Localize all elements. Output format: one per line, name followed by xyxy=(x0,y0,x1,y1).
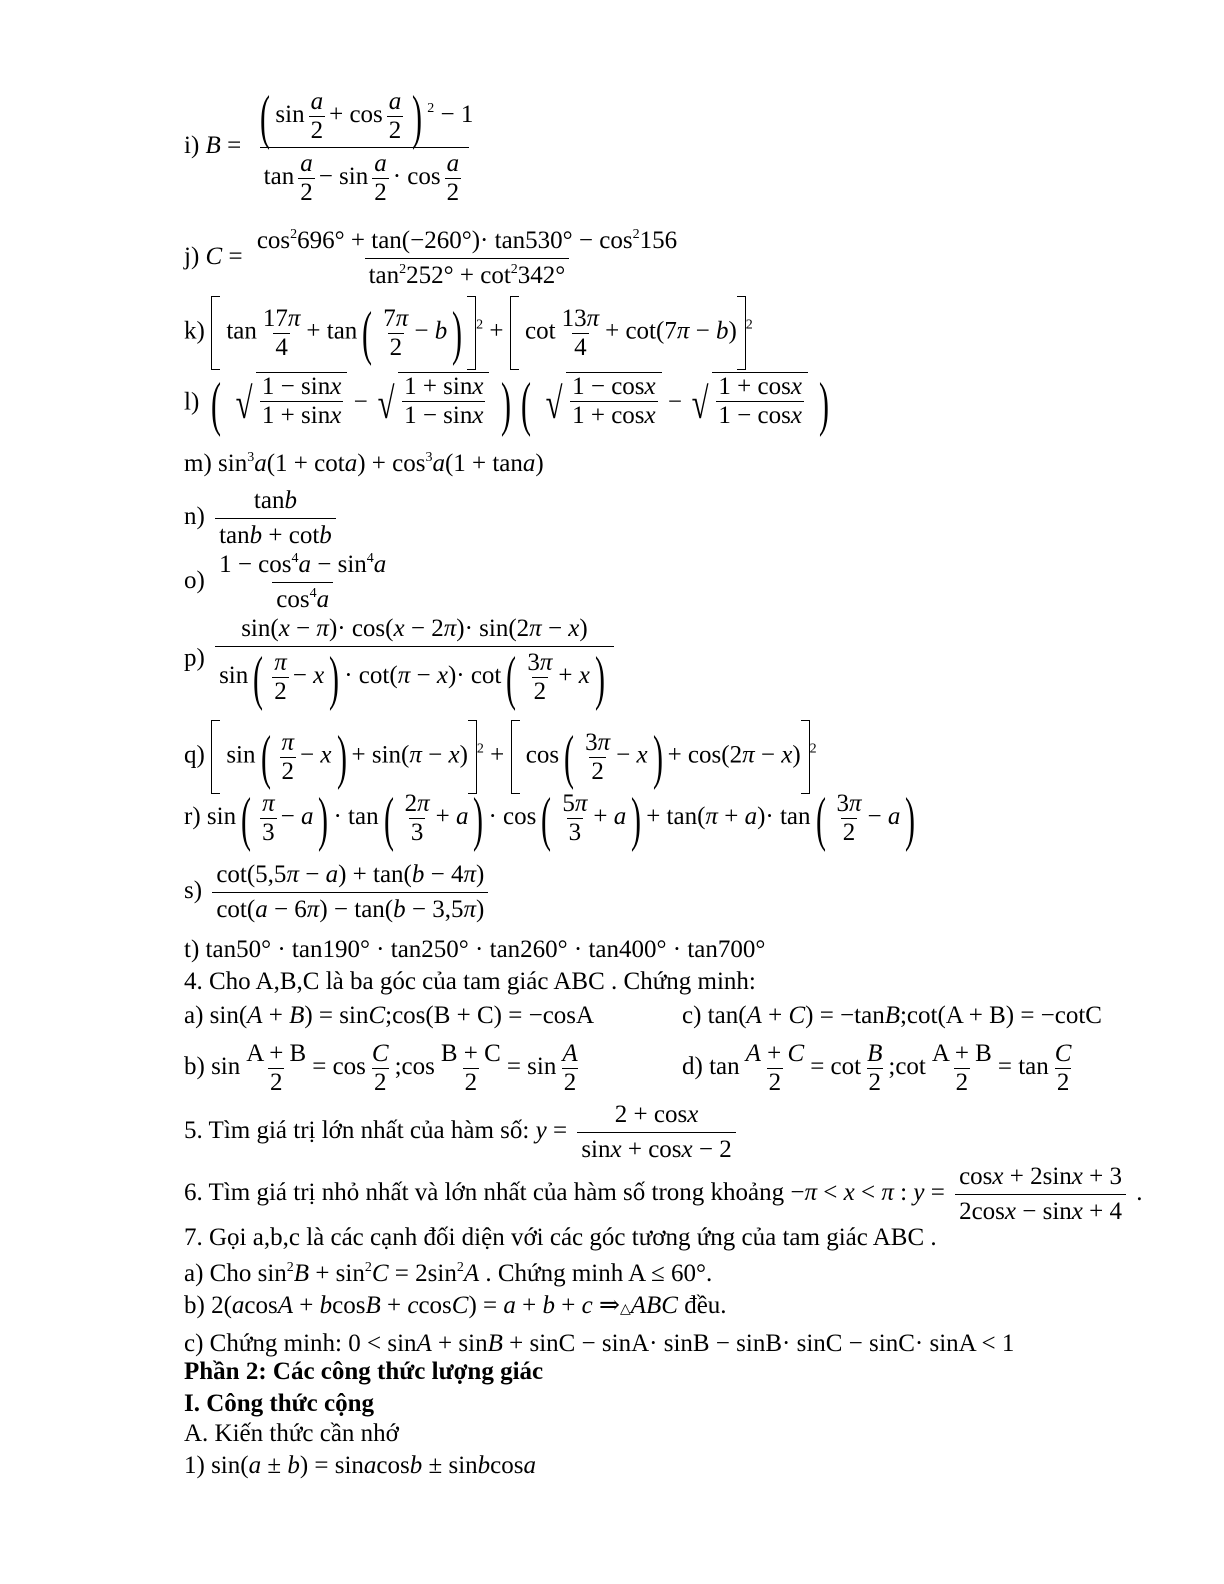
fraction: $\frac{\cot(5,5\pi - a) + \tan(b - 4\pi)}{\cot(a - 6\pi) - \tan(b - 3,5\pi)}$ xyxy=(212,860,488,925)
exercise-p xyxy=(184,614,618,711)
exercise-r: r) sin( $\frac{\pi}{3}$ − a) · tan( $\frac{2\pi}{3}$ + a) · cos( $\frac{5\pi}{3}$ + a) + tan(π + a)· tan( $\frac{3\pi}{2}$ − a) xyxy=(184,785,916,852)
subsection-heading: A. Kiến thức cần nhớ xyxy=(184,1420,399,1447)
exercise-label: l) xyxy=(184,388,200,416)
part-label: d) xyxy=(682,1053,703,1081)
exercise-label: q) xyxy=(184,741,205,769)
part-text: đều. xyxy=(684,1292,727,1319)
problem-7b: b) 2(acosA + bcosB + ccosC) = a + b + c ⇒△ABC đều. xyxy=(184,1292,727,1319)
exercise-label: t) xyxy=(184,936,200,963)
problem-text: 5. Tìm giá trị lớn nhất của hàm số: xyxy=(184,1117,530,1145)
problem-7c: c) Chứng minh: 0 < sinA + sinB + sinC − sinA· sinB − sinB· sinC − sinC· sinA < 1 xyxy=(184,1330,1015,1357)
fraction: $\frac{\tan b}{\tan b + \cot b}$ xyxy=(215,486,336,551)
exercise-label: n) xyxy=(184,503,205,531)
part-text: c) Chứng minh: xyxy=(184,1330,342,1357)
problem-text: 6. Tìm giá trị nhỏ nhất và lớn nhất của hàm số trong khoảng xyxy=(184,1179,785,1207)
exercise-m: m) $\sin^3a(1 + \cot a) + \cos^3a(1 + \tan a)$ xyxy=(184,450,544,477)
fraction: sin(x − π)· cos(x − 2π)· sin(2π − x) sin( $\frac{\pi}{2}$ − x) · cot(π − x)· cot( $\frac{3\pi}{2}$ + x) xyxy=(215,614,614,706)
exercise-k: k) tan $\frac{17\pi}{4}$ + tan( $\frac{7\pi}{2}$ − b) $^2$ + cot $\frac{13\pi}{4}$ + cot(7π − b) $^2$ xyxy=(184,296,753,370)
exercise-label: r) xyxy=(184,803,201,831)
exercise-j: j) C = $\frac{\cos^2696^\circ + \tan(-260^\circ)\cdot \tan 530^\circ - \cos^2156}{\tan^2252^\circ + \cot^2342^\circ}$ xyxy=(184,226,685,291)
problem-6: 6. Tìm giá trị nhỏ nhất và lớn nhất của hàm số trong khoảng −π < x < π : y = $\frac{\cos x + 2\sin x + 3}{2\cos x - \sin x + 4}$ . xyxy=(184,1163,1143,1225)
problem-4d: d) tan $\frac{A + C}{2}$ = cot $\frac{B}{2}$ ;cot $\frac{A + B}{2}$ = tan $\frac{C}{2}$ xyxy=(682,1040,1072,1096)
part-label: b) xyxy=(184,1053,205,1081)
exercise-i: i) B = ( sin $\frac{a}{2}$ + cos $\frac{a}{2}$ ) $^2$ − 1 tan $\frac{a}{2}$ − sin $\frac{a}{2}$ · cos $\frac{a}{2}$ xyxy=(184,88,481,207)
fraction: ( sin $\frac{a}{2}$ + cos $\frac{a}{2}$ ) $^2$ − 1 tan $\frac{a}{2}$ − sin $\frac{a}{2}$ · cos $\frac{a}{2}$ xyxy=(260,83,474,206)
fraction: $\frac{1 - \cos^4a - \sin^4a}{\cos^4a}$ xyxy=(219,551,387,613)
problem-7a: a) Cho $\sin^2B + \sin^2C = 2\sin^2A$ . Chứng minh A ≤ 60°. xyxy=(184,1260,713,1287)
exercise-l: l) ( √ $\frac{1 - \sin x}{1 + \sin x}$ − √ $\frac{1 + \sin x}{1 - \sin x}$ ) ( √ $\frac{1 - \cos x}{1 + \cos x}$ − √ $\frac{1 + \cos x}{1 - \cos x}$ ) xyxy=(184,371,830,437)
problem-5: 5. Tìm giá trị lớn nhất của hàm số: y = $\frac{2 + \cos x}{\sin x + \cos x - 2}$ xyxy=(184,1100,740,1165)
exercise-o xyxy=(184,550,394,615)
exercise-label: j) xyxy=(184,243,200,271)
exercise-n xyxy=(184,486,340,551)
exercise-label: m) xyxy=(184,450,212,477)
exercise-t: t) tan50° · tan190° · tan250° · tan260° · tan400° · tan700° xyxy=(184,936,766,963)
formula-1: 1) sin(a ± b) = sinacosb ± sinbcosa xyxy=(184,1452,536,1479)
exercise-q: q) sin( $\frac{\pi}{2}$ − x) + sin(π − x) $^2$ + cos( $\frac{3\pi}{2}$ − x) + cos(2π − x) $^2$ xyxy=(184,720,817,794)
exercise-label: p) xyxy=(184,644,205,672)
problem-4c: c) tan(A + C) = −tanB;cot(A + B) = −cotC xyxy=(682,1002,1102,1029)
problem-4a: a) sin(A + B) = sinC;cos(B + C) = −cosA xyxy=(184,1002,595,1029)
exercise-label: o) xyxy=(184,567,205,595)
part-text: a) Cho xyxy=(184,1260,252,1287)
part-text: . Chứng minh A ≤ 60°. xyxy=(485,1260,713,1287)
exercise-label: i) xyxy=(184,132,200,160)
exercise-s xyxy=(184,860,492,925)
part-label: a) xyxy=(184,1002,204,1029)
problem-4: 4. Cho A,B,C là ba góc của tam giác ABC . Chứng minh: xyxy=(184,968,756,995)
fraction: $\frac{\cos^2696^\circ + \tan(-260^\circ)\cdot \tan 530^\circ - \cos^2156}{\tan^2252^\circ + \cot^2342^\circ}$ xyxy=(256,227,678,289)
exercise-label: s) xyxy=(184,877,203,905)
section-heading: I. Công thức cộng xyxy=(184,1390,375,1417)
part-label: c) xyxy=(682,1002,702,1029)
problem-4b: b) sin $\frac{A + B}{2}$ = cos $\frac{C}{2}$ ;cos $\frac{B + C}{2}$ = sin $\frac{A}{2}$ xyxy=(184,1040,578,1096)
exercise-label: k) xyxy=(184,317,205,345)
problem-7: 7. Gọi a,b,c là các cạnh đối diện với các góc tương ứng của tam giác ABC . xyxy=(184,1224,937,1251)
formula-label: 1) xyxy=(184,1452,205,1479)
part-label: b) xyxy=(184,1292,205,1319)
fraction: $\frac{2 + \cos x}{\sin x + \cos x - 2}$ xyxy=(577,1100,735,1165)
part-heading: Phần 2: Các công thức lượng giác xyxy=(184,1358,544,1385)
fraction: $\frac{\cos x + 2\sin x + 3}{2\cos x - \sin x + 4}$ xyxy=(955,1162,1126,1227)
